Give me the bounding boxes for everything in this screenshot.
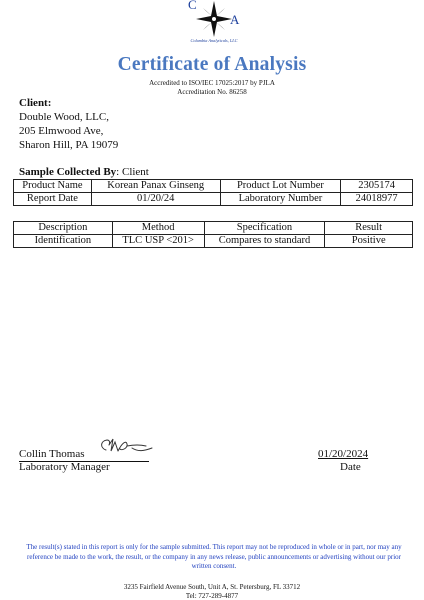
sample-collected-by	[19, 166, 149, 178]
signer-title: Laboratory Manager	[19, 461, 110, 473]
report-date-label: Report Date	[14, 193, 92, 206]
company-address: 3235 Fairfield Avenue South, Unit A, St. Petersburg, FL 33712	[123, 583, 301, 591]
signature-date: 01/20/2024	[318, 448, 369, 460]
logo-letter-c: C	[188, 0, 197, 12]
table-cell: Compares to standard	[204, 235, 325, 248]
accreditation-line: Accredited to ISO/IEC 17025:2017 by PJLA	[149, 79, 275, 87]
compass-star-icon	[194, 0, 234, 38]
signer-name: Collin Thomas	[19, 448, 85, 460]
client-heading: Client:	[19, 97, 52, 109]
lab-number-value: 24018977	[341, 193, 413, 206]
product-name-label: Product Name	[14, 180, 92, 193]
logo-letter-a: A	[230, 12, 240, 27]
table-header-row	[14, 222, 413, 235]
company-phone: Tel: 727-289-4877	[185, 592, 239, 600]
lab-number-label: Laboratory Number	[220, 193, 341, 206]
product-info-table	[13, 179, 413, 206]
results-table	[13, 221, 413, 248]
lot-number-label: Product Lot Number	[220, 180, 341, 193]
column-header: Method	[112, 222, 204, 235]
client-name: Double Wood, LLC,	[19, 111, 109, 123]
date-label: Date	[340, 461, 361, 473]
column-header: Result	[325, 222, 413, 235]
lot-number-value: 2305174	[341, 180, 413, 193]
accreditation-number: Accreditation No. 86258	[177, 88, 247, 96]
product-name-value: Korean Panax Ginseng	[91, 180, 220, 193]
client-street: 205 Elmwood Ave,	[19, 125, 104, 137]
table-row	[14, 180, 413, 193]
table-row	[14, 235, 413, 248]
column-header: Specification	[204, 222, 325, 235]
document-title: Certificate of Analysis	[117, 54, 307, 75]
table-cell: Identification	[14, 235, 113, 248]
table-cell: TLC USP <201>	[112, 235, 204, 248]
table-row	[14, 193, 413, 206]
disclaimer-text: The result(s) stated in this report is only for the sample submitted. This report may not be reproduced in whole or in part, nor may any reference be made to the work, the result, or the company in any news release, public announcements or advertising without our prior written consent.	[26, 543, 402, 570]
logo-caption: Columbia Analyticals, LLC	[190, 38, 238, 43]
sample-value: : Client	[116, 166, 149, 178]
table-cell: Positive	[325, 235, 413, 248]
company-logo	[172, 0, 256, 48]
column-header: Description	[14, 222, 113, 235]
handwritten-signature	[96, 436, 154, 458]
report-date-value: 01/20/24	[91, 193, 220, 206]
sample-label: Sample Collected By	[19, 166, 117, 178]
client-city: Sharon Hill, PA 19079	[19, 139, 119, 151]
